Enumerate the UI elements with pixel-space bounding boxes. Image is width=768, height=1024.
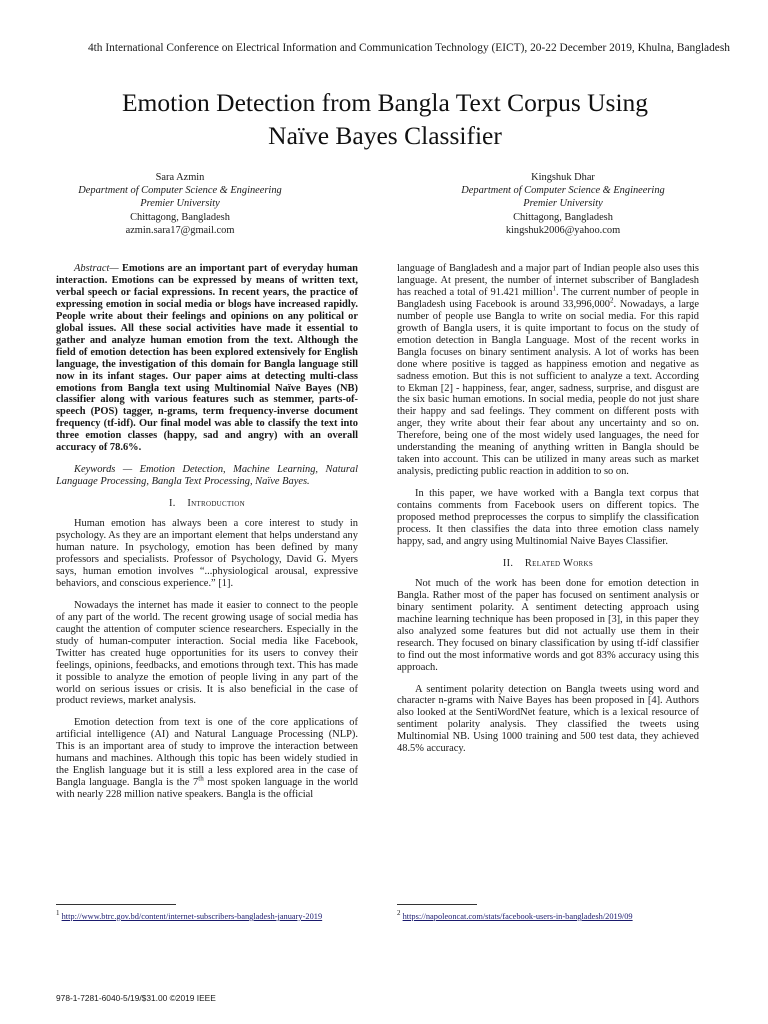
right-column [397, 263, 699, 765]
author-city: Chittagong, Bangladesh [513, 211, 613, 223]
related-paragraph-1: Not much of the work has been done for emotion detection in Bangla. Rather most of the paper has focused on sentiment analysis or binary sentiment polarity. A sentiment detecting approach using machine learning technique has been proposed in [3], in this paper they also analyzed some features but did not actually use them in their research. They focused on binary classification by using tf-idf classifier to find out the most informative words and got 83% accuracy using this approach. [397, 577, 699, 673]
author-block-1 [35, 171, 325, 237]
abstract-text: Emotions are an important part of everyday human interaction. Emotions can be expressed by means of written text, verbal speech or facial expressions. In recent years, the practice of expressing emotion in social media or blogs have increased rapidly. People write about their feelings and opinions on any political or global issues. All these social activities have made it essential to gather and analyze human emotion from the text. Although the field of emotion detection has been explored extensively for English language, the investigation of this domain for Bangla language still now in its infant stages. Our paper aims at detecting multi-class emotions from Bangla text using Multinomial Naïve Bayes (NB) classifier along with various features such as stemmer, parts-of-speech (POS) tagger, n-grams, term frequency-inverse document frequency (tf-idf). Our final model was able to classify the text into three emotion classes (happy, sad and angry) with an overall accuracy of 78.6%. [56, 263, 358, 454]
intro-paragraph-3-part-b: most spoken language in the world with nearly 228 million native speakers. Bangla is the official [56, 777, 359, 801]
left-column [56, 263, 358, 811]
intro-continuation [397, 263, 699, 478]
title-line-2: Naïve Bayes Classifier [268, 121, 502, 150]
related-paragraph-2: A sentiment polarity detection on Bangla tweets using word and character n-grams with Naive Bayes has been proposed in [4]. Authors also looked at the SentiWordNet feature, which is a lexical resource of sentiment polarity analysis. They classified the tweets using Multinomial NB. Using 1000 training and 500 test data, they achieved 48.5% accuracy. [397, 683, 699, 755]
footnote-link[interactable]: http://www.btrc.gov.bd/content/internet-subscribers-bangladesh-january-2019 [61, 912, 323, 921]
author-name: Kingshuk Dhar [531, 172, 595, 183]
author-email[interactable]: azmin.sara17@gmail.com [125, 224, 235, 236]
abstract [56, 263, 358, 454]
conference-header: 4th International Conference on Electrical Information and Communication Technology (EICT), 20-22 December 2019, Khulna, Bangladesh [87, 42, 730, 54]
author-university: Premier University [523, 198, 603, 210]
author-department: Department of Computer Science & Engineering [461, 185, 665, 197]
author-city: Chittagong, Bangladesh [130, 211, 230, 223]
author-name: Sara Azmin [155, 172, 205, 183]
footnote-marker-2[interactable]: 2 [610, 296, 614, 305]
copyright-notice: 978-1-7281-6040-5/19/$31.00 ©2019 IEEE [56, 993, 216, 1003]
intro-paragraph-3 [56, 717, 358, 801]
footnote-link[interactable]: https://napoleoncat.com/stats/facebook-users-in-bangladesh/2019/09 [402, 912, 633, 921]
intro-continuation-part-a: language of Bangladesh and a major part of Indian people also uses this language. At present, the number of internet subscriber of Bangladesh has reached a total of 91.421 million [397, 263, 699, 298]
footnote-number: 2 [397, 909, 401, 918]
keywords: Keywords — Emotion Detection, Machine Learning, Natural Language Processing, Bangla Text Processing, Naïve Bayes. [56, 464, 358, 488]
intro-paragraph-1: Human emotion has always been a core interest to study in psychology. As they are an important element that helps understand any human nature. In psychology, emotion has been defined by many professors and specialists. Professor of Psychology, David G. Myers says, human emotion involves “...physiological arousal, expressive behaviors, and conscious experience.” [1]. [56, 518, 358, 589]
title-line-1: Emotion Detection from Bangla Text Corpus Using [121, 88, 649, 117]
intro-continuation-part-c: . Nowadays, a large number of people use Bangla to write on social media. For this rapid growth of Bangla users, it is quite important to focus on the study of emotion detection in Bangla Language. Most of the recent works in Bangla focuses on binary sentiment analysis. A lot of works has been done where positive is tagged as happiness emotion and negative as sadness emotion. But this is not sufficient to analyze a text. According to Ekman [2] - happiness, fear, anger, sadness, surprise, and disgust are the six basic human emotions. In social media, people do not just share their happy and sad feelings. They comment on different posts with anger, they write about their fear about any uncertainty and so on. Therefore, being one of the most widely used languages, the need for understanding the meaning of anything written in Bangla should be taken into account. This can be utilized in many areas such as market analysis, predicting public reaction in addition to so on. [397, 298, 699, 478]
intro-paragraph-4: In this paper, we have worked with a Bangla text corpus that contains comments from Facebook users on different topics. The proposed method preprocesses the corpus to simplify the classification process. It then classifies the data into three emotion class namely happy, sad, and angry using Multinomial Naive Bayes Classifier. [397, 488, 699, 547]
footnote-number: 1 [56, 909, 60, 918]
author-department: Department of Computer Science & Engineering [78, 185, 282, 197]
section-number: II. [502, 557, 514, 569]
intro-paragraph-3-part-a: Emotion detection from text is one of the core applications of artificial intelligence (AI) and Natural Language Processing (NLP). This is an important area of study to improve the interaction between humans and machines. Although this topic has been widely studied in the English language but it is still a less explored area in the case of Bangla language. Bangla is the 7 [56, 717, 358, 789]
intro-continuation-part-b: . The current number of people in Bangladesh using Facebook is around 33,996,000 [397, 286, 699, 310]
section-heading-related-works [397, 558, 699, 570]
footnote-divider [397, 904, 477, 905]
footnote-2 [397, 911, 707, 922]
intro-paragraph-2: Nowadays the internet has made it easier to connect to the people of any part of the world. The recent growing usage of social media has caught the attention of computer science researchers. Especially in the study of human-computer interaction. Social media like Facebook, Twitter has created huge opportunities for its users to convey their feelings, opinions, feedbacks, and emotions through text. This has made it possible to analyze the emotion of people living in any part of the world on serious issues or crisis. It is also beneficial in the case of product reviews, market analysis. [56, 599, 358, 707]
author-block-2 [418, 171, 708, 237]
section-number: I. [169, 498, 176, 510]
section-title: Introduction [187, 498, 245, 510]
paper-title [40, 86, 730, 152]
abstract-label: Abstract— [74, 263, 119, 274]
author-university: Premier University [140, 198, 220, 210]
section-heading-introduction [56, 498, 358, 510]
footnote-divider [56, 904, 176, 905]
section-title: Related Works [524, 557, 594, 569]
footnote-marker-1[interactable]: 1 [552, 284, 556, 293]
ordinal-superscript: th [198, 774, 204, 783]
footnote-1 [56, 911, 356, 922]
author-email[interactable]: kingshuk2006@yahoo.com [505, 224, 621, 236]
